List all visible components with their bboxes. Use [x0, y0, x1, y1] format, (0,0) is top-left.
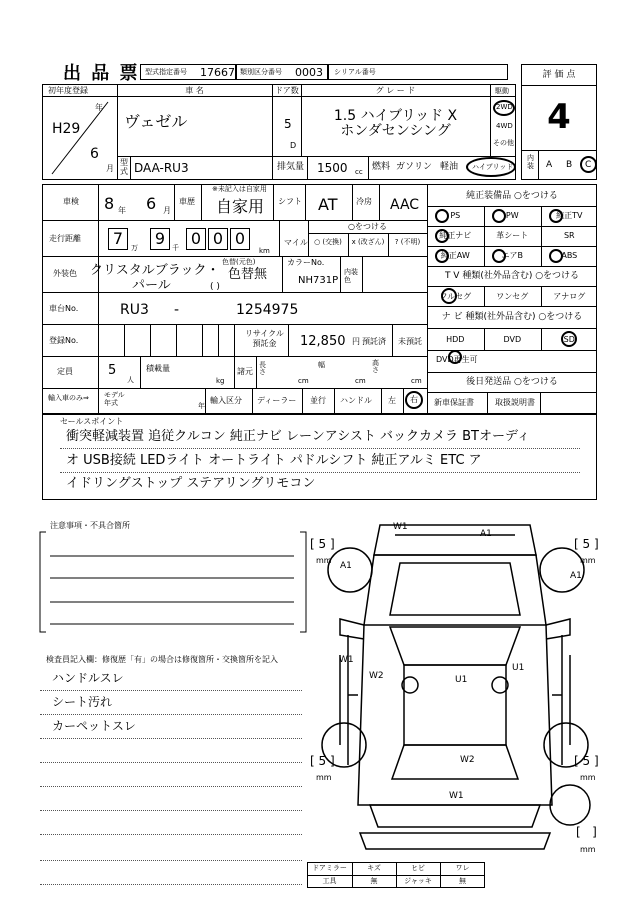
tv-title: T V 種類(社外品含む) ○をつける — [444, 271, 580, 281]
label-u1-mid: U1 — [455, 675, 468, 685]
import-label: 輸入車のみ⇒ — [48, 394, 89, 402]
chassis-no: 1254975 — [236, 302, 299, 318]
tv-option[interactable]: ワンセグ — [496, 292, 529, 301]
sales-line2: オ USB接続 LEDライト オートライト パドルシフト 純正アルミ ETC ア — [66, 453, 482, 468]
tv-option[interactable]: フルセグ — [439, 292, 472, 301]
tv-fullseg-circle — [441, 288, 457, 304]
shift-value: AT — [318, 195, 338, 214]
mileage-km: km — [259, 247, 270, 255]
navi-option[interactable]: DVD — [503, 335, 522, 344]
post-warranty[interactable]: 新車保証書 — [434, 398, 474, 407]
ac-label: 冷房 — [356, 197, 372, 206]
navi-title: ナ ビ 種類(社外品含む) ○をつける — [441, 312, 583, 322]
chassis-prefix: RU3 — [120, 302, 149, 318]
interior-label: 内装 — [527, 154, 534, 170]
label-a1-right: A1 — [570, 571, 582, 581]
footer-value: ジャッキ — [404, 877, 432, 885]
equip-row-line — [427, 246, 597, 247]
handle-label: ハンドル — [340, 396, 372, 405]
color-line2: パール — [132, 278, 171, 293]
tread-front-left-unit: mm — [316, 556, 332, 565]
ac-value: AAC — [390, 197, 420, 213]
disp-value: 1500 — [317, 161, 348, 175]
capacity-label: 定員 — [57, 367, 73, 376]
mileage-digit: 0 — [190, 229, 202, 248]
model-label: 型式 — [120, 158, 128, 176]
drive-label: 駆動 — [495, 87, 509, 95]
label-u1-right: U1 — [512, 663, 525, 673]
length-unit: cm — [298, 377, 309, 385]
inspect-label: 車検 — [63, 197, 79, 206]
footer-value: 工具 — [322, 877, 337, 885]
reg-month-unit: 月 — [106, 164, 114, 173]
inspect-year-unit: 年 — [118, 206, 126, 215]
footer-header: ヒビ — [411, 864, 425, 872]
equip-item[interactable]: 純正ナビ — [439, 231, 472, 240]
class-no-value: 0003 — [295, 66, 323, 79]
inspect-month: 6 — [146, 194, 157, 213]
recycle-value: 12,850 — [300, 334, 346, 349]
mileage-digit: 9 — [154, 229, 166, 248]
tread-rear-right-unit: mm — [580, 773, 596, 782]
disp-unit: cc — [355, 168, 363, 176]
equip-item[interactable]: 革シート — [496, 231, 529, 240]
tread-front-left: [ 5 ] — [310, 537, 335, 551]
reg-month: 6 — [90, 146, 99, 162]
label-w1-left: W1 — [339, 655, 354, 665]
mileage-sen: 千 — [172, 244, 179, 252]
mile-label: マイル — [284, 238, 308, 247]
equip-item[interactable]: 純正TV — [556, 211, 583, 220]
post-title: 後日発送品 ○をつける — [466, 377, 558, 387]
color-paren: ( ) — [210, 282, 220, 292]
grade-line2: ホンダセンシング — [340, 123, 451, 139]
tread-rear-left-unit: mm — [316, 773, 332, 782]
footer-header: ワレ — [455, 864, 470, 872]
interior-c[interactable]: C — [585, 160, 592, 170]
equip-item[interactable]: ABS — [561, 251, 578, 260]
mileage-digit: 7 — [112, 229, 124, 248]
interior-a[interactable]: A — [546, 160, 553, 170]
height-unit: cm — [411, 377, 422, 385]
note-item-2: シート汚れ — [52, 695, 113, 709]
serial-label: シリアル番号 — [334, 68, 376, 76]
equip-item[interactable]: エアB — [501, 251, 524, 260]
note-item-3: カーペットスレ — [52, 719, 136, 733]
history-label: 車歴 — [179, 197, 195, 206]
inspect-month-unit: 月 — [163, 206, 171, 215]
deposit-none[interactable]: 未預託 — [398, 337, 422, 346]
label-a1-top: A1 — [480, 529, 492, 539]
label-w2-bot: W2 — [460, 755, 475, 765]
notes-label: 注意事項・不具合箇所 — [50, 521, 130, 530]
equip-item[interactable]: PW — [505, 211, 519, 220]
parallel[interactable]: 並行 — [310, 396, 326, 405]
shift-label: シフト — [278, 197, 302, 206]
tread-front-right-unit: mm — [580, 556, 596, 565]
first-reg-label: 初年度登録 — [48, 86, 88, 95]
width-unit: cm — [355, 377, 366, 385]
navi-option[interactable]: SD — [563, 335, 575, 344]
footer-value: 無 — [459, 877, 466, 885]
tread-rear-right: [ 5 ] — [574, 754, 599, 768]
car-name-label: 車 名 — [185, 86, 204, 95]
handle-right[interactable]: 右 — [410, 395, 418, 404]
deposit-done[interactable]: 預託済 — [362, 337, 386, 346]
equip-item[interactable]: 純正AW — [440, 251, 470, 260]
page-title: 出 品 票 — [63, 63, 140, 84]
equip-row-line — [427, 226, 597, 227]
navi-option[interactable]: HDD — [446, 335, 465, 344]
doors-unit: D — [290, 141, 297, 150]
fuel-label: 燃料 — [372, 162, 391, 172]
chassis-dash: - — [174, 302, 180, 318]
mileage-digit: 0 — [212, 229, 224, 248]
dvd-circle — [448, 350, 462, 364]
drive-other[interactable]: その他 — [493, 139, 514, 147]
sales-label: セールスポイント — [60, 417, 124, 426]
reg-year-unit: 年 — [95, 103, 103, 112]
mileage-digit: 0 — [234, 229, 246, 248]
fuel-light-oil[interactable]: 軽油 — [440, 162, 459, 172]
score-label: 評 価 点 — [542, 70, 576, 80]
mileage-man: 万 — [131, 244, 138, 252]
interior-b[interactable]: B — [566, 160, 573, 170]
capacity-unit: 人 — [127, 376, 134, 384]
exchange-note[interactable]: ○ (交換) — [314, 238, 342, 246]
dealer[interactable]: ディーラー — [257, 396, 297, 405]
sales-line3: イドリングストップ ステアリングリモコン — [66, 476, 316, 491]
history-value: 自家用 — [216, 197, 265, 216]
modified-note[interactable]: x (改ざん) — [351, 238, 385, 246]
navi-sd-circle — [561, 331, 577, 347]
dvd-playback[interactable]: DVD再生可 — [436, 355, 478, 364]
reg-no-label: 登録No. — [49, 336, 79, 345]
fuel-hybrid[interactable]: ハイブリッド — [472, 163, 514, 171]
drive-4wd[interactable]: 4WD — [496, 122, 513, 130]
dims-label: 諸元 — [237, 367, 253, 376]
history-note: ※未記入は自家用 — [212, 185, 267, 193]
recycle-unit: 円 — [352, 337, 360, 346]
unknown-note[interactable]: ? (不明) — [394, 238, 421, 246]
equip-title: 純正装備品 ○をつける — [466, 191, 558, 201]
color-line1: クリスタルブラック・ — [90, 263, 220, 278]
fuel-gasoline[interactable]: ガソリン — [396, 162, 433, 172]
load-label: 積載量 — [146, 364, 170, 373]
capacity-value: 5 — [108, 363, 117, 378]
grade-label: グ レ ー ド — [375, 86, 416, 95]
footer-header: キズ — [367, 864, 381, 872]
model-year-unit: 年 — [198, 402, 205, 410]
post-manual[interactable]: 取扱説明書 — [495, 398, 535, 407]
equip-row-line — [427, 266, 597, 267]
import-class-label: 輸入区分 — [210, 396, 242, 405]
chassis-label: 車台No. — [49, 304, 79, 313]
notes-bracket — [38, 528, 308, 638]
score-value: 4 — [547, 97, 571, 137]
label-w1-top: W1 — [393, 522, 408, 532]
color-orig-label: 色替(元色) — [222, 258, 256, 266]
length-label: 長さ — [259, 361, 266, 376]
car-name: ヴェゼル — [124, 112, 188, 131]
mileage-label: 走行距離 — [49, 234, 81, 243]
drive-2wd[interactable]: 2WD — [496, 103, 513, 111]
note-item-1: ハンドルスレ — [52, 671, 124, 685]
circle-label: ○をつける — [348, 222, 387, 231]
footer-value: 無 — [370, 877, 378, 885]
tread-front-right: [ 5 ] — [574, 537, 599, 551]
color-no: NH731P — [298, 275, 339, 286]
model-value: DAA-RU3 — [134, 161, 189, 175]
footer-header: ドアミラー — [312, 864, 347, 872]
tv-option[interactable]: アナログ — [553, 292, 586, 301]
doors-label: ドア数 — [275, 86, 299, 95]
load-unit: kg — [216, 377, 225, 385]
grade-line1: 1.5 ハイブリッド X — [333, 108, 458, 124]
model-year-label: モデル年式 — [104, 391, 125, 408]
int-color-label: 内装色 — [344, 268, 358, 285]
doors-value: 5 — [284, 117, 292, 131]
type-spec-label: 型式指定番号 — [145, 68, 187, 76]
sales-line1: 衝突軽減装置 追従クルコン 純正ナビ レーンアシスト バックカメラ BTオーディ — [66, 429, 530, 444]
recycle-label: リサイクル預託金 — [245, 329, 284, 348]
width-label: 幅 — [318, 361, 325, 369]
type-spec-value: 17667 — [200, 66, 235, 79]
reg-year: H29 — [52, 121, 81, 137]
tread-rear-left: [ 5 ] — [310, 754, 335, 768]
label-w2-left: W2 — [369, 671, 384, 681]
inspect-year: 8 — [104, 194, 115, 213]
tread-spare-unit: mm — [580, 845, 596, 854]
color-no-label: カラーNo. — [287, 258, 325, 267]
label-a1-left: A1 — [340, 561, 352, 571]
tread-spare: [ ] — [576, 825, 597, 839]
handle-left[interactable]: 左 — [388, 396, 396, 405]
color-orig: 色替無 — [228, 267, 268, 282]
class-no-label: 類別区分番号 — [240, 68, 282, 76]
label-w1-bot: W1 — [449, 791, 464, 801]
equip-item[interactable]: SR — [563, 231, 575, 240]
equip-item[interactable]: PS — [450, 211, 461, 220]
inspector-label: 検査員記入欄：修復歴「有」の場合は修復箇所・交換箇所を記入 — [46, 655, 278, 664]
height-label: 高さ — [372, 359, 379, 374]
color-label: 外装色 — [53, 269, 77, 278]
disp-label: 排気量 — [277, 162, 305, 172]
